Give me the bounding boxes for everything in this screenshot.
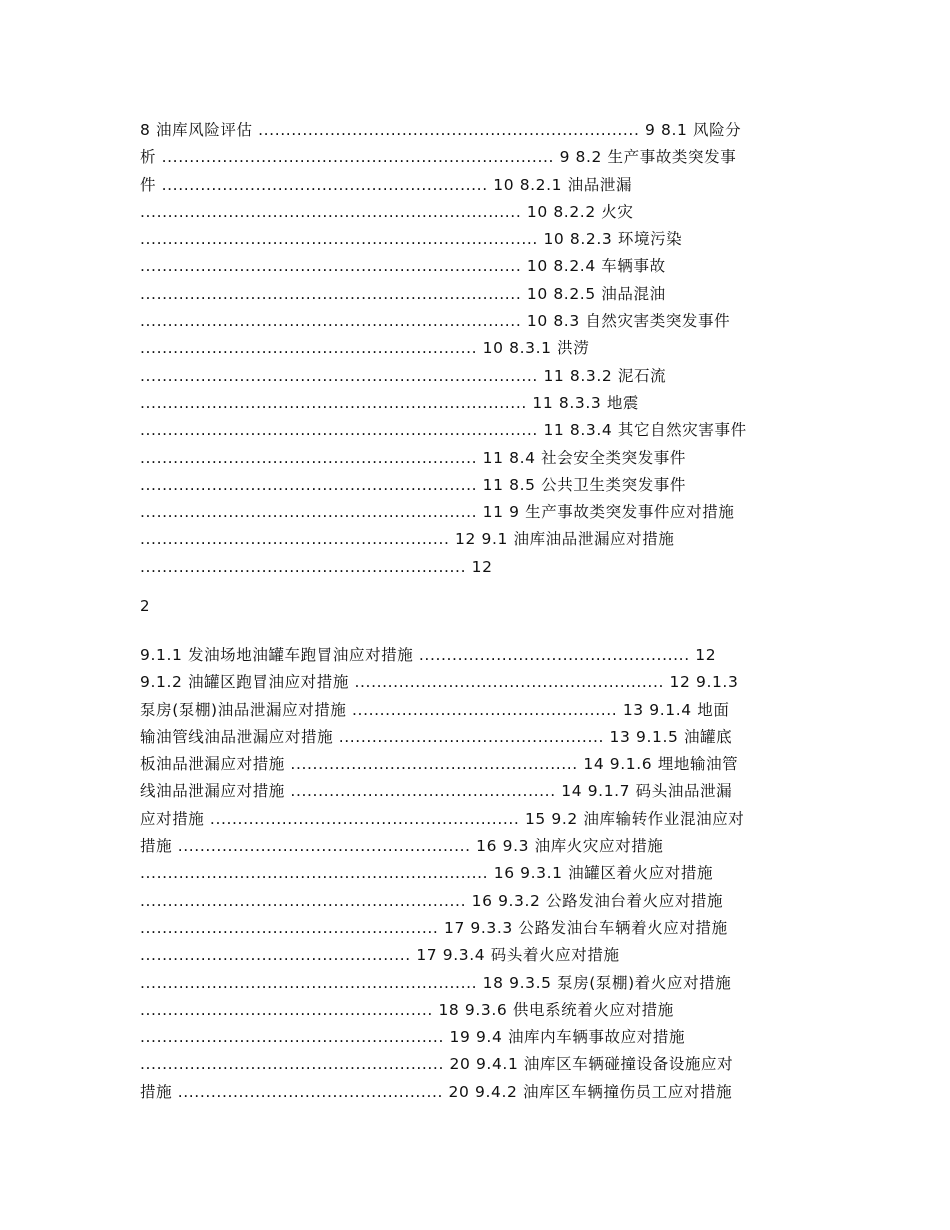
toc-line: 措施 ..................................................... 16 9.3 油库火灾应对措施	[140, 837, 664, 856]
toc-line: ...................................................... 17 9.3.3 公路发油台车辆着火应对措施	[140, 918, 728, 937]
toc-line: ........................................................... 16 9.3.2 公路发油台着火应对措施	[140, 891, 724, 910]
toc-line: ........................................................ 12 9.1 油库油品泄漏应对措施	[140, 530, 675, 549]
toc-line: ..................................................................... 10 8.3 自然灾害类突发事件	[140, 312, 731, 331]
toc-line: 措施 ................................................ 20 9.4.2 油库区车辆撞伤员工应对措施	[140, 1082, 733, 1101]
toc-line: ............................................................. 18 9.3.5 泵房(泵棚)着火应对措施	[140, 973, 732, 992]
toc-line: 析 ....................................................................... 9 8.2 生产事故类突发事	[140, 148, 737, 167]
toc-line: ........................................................................ 11 8.3.2 泥石流	[140, 366, 667, 385]
toc-line: 9.1.1 发油场地油罐车跑冒油应对措施 ................................................. 12	[140, 646, 717, 664]
toc-line: ..................................................................... 10 8.2.5 油品混油	[140, 284, 666, 303]
toc-line: ...................................................................... 11 8.3.3 地震	[140, 393, 640, 412]
toc-line: 应对措施 ........................................................ 15 9.2 油库输转作业混油应对	[140, 809, 745, 828]
toc-line: ............................................................. 11 8.4 社会安全类突发事件	[140, 448, 687, 467]
toc-line: ................................................. 17 9.3.4 码头着火应对措施	[140, 946, 620, 965]
toc-line: 板油品泄漏应对措施 .................................................... 14 9.1.6 埋地输油管	[140, 755, 739, 774]
toc-line: ........................................................... 12	[140, 557, 493, 576]
toc-line: ..................................................................... 10 8.2.4 车辆事故	[140, 257, 666, 276]
toc-line: 泵房(泵棚)油品泄漏应对措施 ................................................ 13 9.1.4 地面	[140, 700, 730, 719]
toc-line: ..................................................................... 10 8.2.2 火灾	[140, 202, 634, 221]
toc-line: ....................................................... 19 9.4 油库内车辆事故应对措施	[140, 1028, 686, 1047]
toc-line: 件 ........................................................... 10 8.2.1 油品泄漏	[140, 175, 633, 194]
toc-line: ........................................................................ 10 8.2.3 环境污染	[140, 230, 683, 249]
toc-line: ........................................................................ 11 8.3.4 其它自然灾害事件	[140, 421, 747, 440]
page-number: 2	[140, 597, 150, 615]
toc-line: ....................................................... 20 9.4.1 油库区车辆碰撞设备设施应对	[140, 1055, 734, 1074]
toc-line: ............................................................. 10 8.3.1 洪涝	[140, 339, 590, 358]
toc-line: ..................................................... 18 9.3.6 供电系统着火应对措施	[140, 1000, 674, 1019]
toc-line: 线油品泄漏应对措施 ................................................ 14 9.1.7 码头油品泄漏	[140, 782, 733, 801]
toc-line: 8 油库风险评估 ..................................................................... 9 8.1 风险分	[140, 121, 742, 139]
toc-line: ............................................................. 11 9 生产事故类突发事件应对措施	[140, 503, 735, 522]
toc-block-1	[140, 117, 830, 581]
toc-line: ............................................................... 16 9.3.1 油罐区着火应对措施	[140, 864, 714, 883]
toc-block-2	[140, 642, 830, 1106]
toc-line: 9.1.2 油罐区跑冒油应对措施 ........................................................ 12 9.1.3	[140, 673, 739, 692]
toc-line: ............................................................. 11 8.5 公共卫生类突发事件	[140, 475, 687, 494]
toc-line: 输油管线油品泄漏应对措施 ................................................ 13 9.1.5 油罐底	[140, 727, 733, 746]
